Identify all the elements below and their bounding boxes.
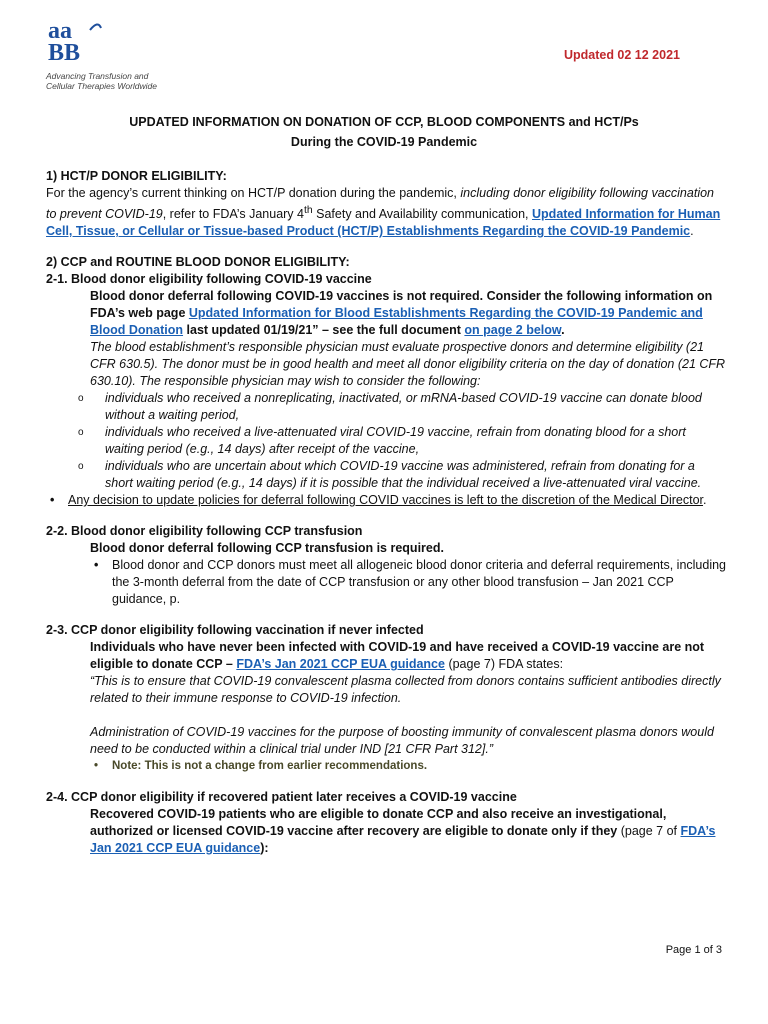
- svg-text:BB: BB: [48, 40, 81, 62]
- subsection-2-2-text: Blood donor deferral following CCP transfusion is required.: [90, 541, 444, 556]
- ccp-eua-guidance-link[interactable]: FDA’s Jan 2021 CCP EUA guidance: [236, 657, 445, 672]
- ccp-donor-bullet: • Blood donor and CCP donors must meet all allogeneic blood donor criteria and deferral requirements, including the 3-month deferral from the date of CCP transfusion or any other blood transfusion – Jan 2021 CCP guidance, p.: [90, 557, 726, 608]
- page-2-link[interactable]: on page 2 below: [464, 323, 562, 338]
- svg-text:aa: aa: [48, 18, 72, 44]
- ccp-eua-guidance-link-2[interactable]: FDA’s Jan 2021 CCP EUA guidance: [90, 824, 716, 856]
- list-item: o individuals who are uncertain about which COVID-19 vaccine was administered, refrain from donating for a short waiting period (e.g., 14 days) if it is possible that the individual received a live-attenuated viral vaccine.: [105, 458, 726, 492]
- note-bullet: • Note: This is not a change from earlier recommendations.: [90, 758, 726, 775]
- updated-date: Updated 02 12 2021: [563, 48, 680, 62]
- subsection-2-2-heading: 2-2. Blood donor eligibility following CCP transfusion: [46, 524, 363, 539]
- list-item: o individuals who received a nonreplicating, inactivated, or mRNA-based COVID-19 vaccine can donate blood without a waiting period,: [105, 390, 726, 424]
- vaccine-considerations-list: [46, 390, 726, 492]
- section-2-heading: 2) CCP and ROUTINE BLOOD DONOR ELIGIBILITY:: [46, 255, 350, 270]
- physician-note: The blood establishment’s responsible physician must evaluate prospective donors and determine eligibility (21 CFR 630.5). The donor must be in good health and meet all donor eligibility criteria on the day of donation (21 CFR 630.10). The responsible physician may wish to consider the following:: [90, 340, 726, 389]
- document-title: [0, 112, 768, 152]
- subsection-2-1-text: Blood donor deferral following COVID-19 vaccines is not required. Consider the following information on FDA’s web page Updated Information for Blood Establishments Regarding the COVID-19 Pandemic and Blood Donation last updated 01/19/21” – see the full document on page 2 below.: [90, 289, 713, 338]
- blood-establishments-link[interactable]: Updated Information for Blood Establishments Regarding the COVID-19 Pandemic and Blood Donation: [90, 306, 703, 338]
- document-body: [46, 168, 726, 857]
- subsection-2-1-heading: 2-1. Blood donor eligibility following COVID-19 vaccine: [46, 272, 372, 287]
- page-number: Page 1 of 3: [665, 944, 722, 956]
- logo-tagline: Advancing Transfusion and Cellular Therapies Worldwide: [46, 71, 158, 91]
- aabb-logo-icon: [46, 18, 102, 62]
- subsection-2-4-text: Recovered COVID-19 patients who are eligible to donate CCP and also receive an investigational, authorized or licensed COVID-19 vaccine after recovery are eligible to donate only if they (page 7 of FDA’s Jan 2021 CCP EUA guidance):: [90, 807, 716, 856]
- list-item: o individuals who received a live-attenuated viral COVID-19 vaccine, refrain from donating blood for a short waiting period (e.g., 14 days) after receipt of the vaccine,: [105, 424, 726, 458]
- section-1-heading: 1) HCT/P DONOR ELIGIBILITY:: [46, 169, 227, 183]
- fda-quote-2: Administration of COVID-19 vaccines for the purpose of boosting immunity of convalescent plasma donors would need to be conducted within a clinical trial under IND [21 CFR Part 312].”: [90, 725, 714, 757]
- subsection-2-3-text: Individuals who have never been infected with COVID-19 and have received a COVID-19 vaccine are not eligible to donate CCP – FDA’s Jan 2021 CCP EUA guidance (page 7) FDA states:: [90, 640, 705, 672]
- section-1-text: For the agency’s current thinking on HCT/P donation during the pandemic, including donor eligibility following vaccination to prevent COVID-19, refer to FDA’s January 4th Safety and Availability communication, Updated Information for Human Cell, Tissue, or Cellular or Tissue-based Product (HCT/P) Establishments Regarding the COVID-19 Pandemic.: [46, 186, 721, 239]
- title-line-1: UPDATED INFORMATION ON DONATION OF CCP, BLOOD COMPONENTS and HCT/Ps: [129, 115, 639, 129]
- fda-quote-1: “This is to ensure that COVID-19 convalescent plasma collected from donors contains sufficient antibodies directly related to their immune response to COVID-19 infection.: [90, 674, 721, 706]
- aabb-logo: [46, 18, 166, 91]
- subsection-2-3-heading: 2-3. CCP donor eligibility following vaccination if never infected: [46, 623, 424, 638]
- title-line-2: During the COVID-19 Pandemic: [290, 135, 478, 149]
- hctp-link[interactable]: Updated Information for Human Cell, Tissue, or Cellular or Tissue-based Product (HCT/P) Establishments Regarding the COVID-19 Pandemic: [46, 207, 721, 239]
- subsection-2-4-heading: 2-4. CCP donor eligibility if recovered patient later receives a COVID-19 vaccine: [46, 790, 517, 805]
- medical-director-bullet: • Any decision to update policies for deferral following COVID vaccines is left to the discretion of the Medical Director.: [46, 492, 726, 509]
